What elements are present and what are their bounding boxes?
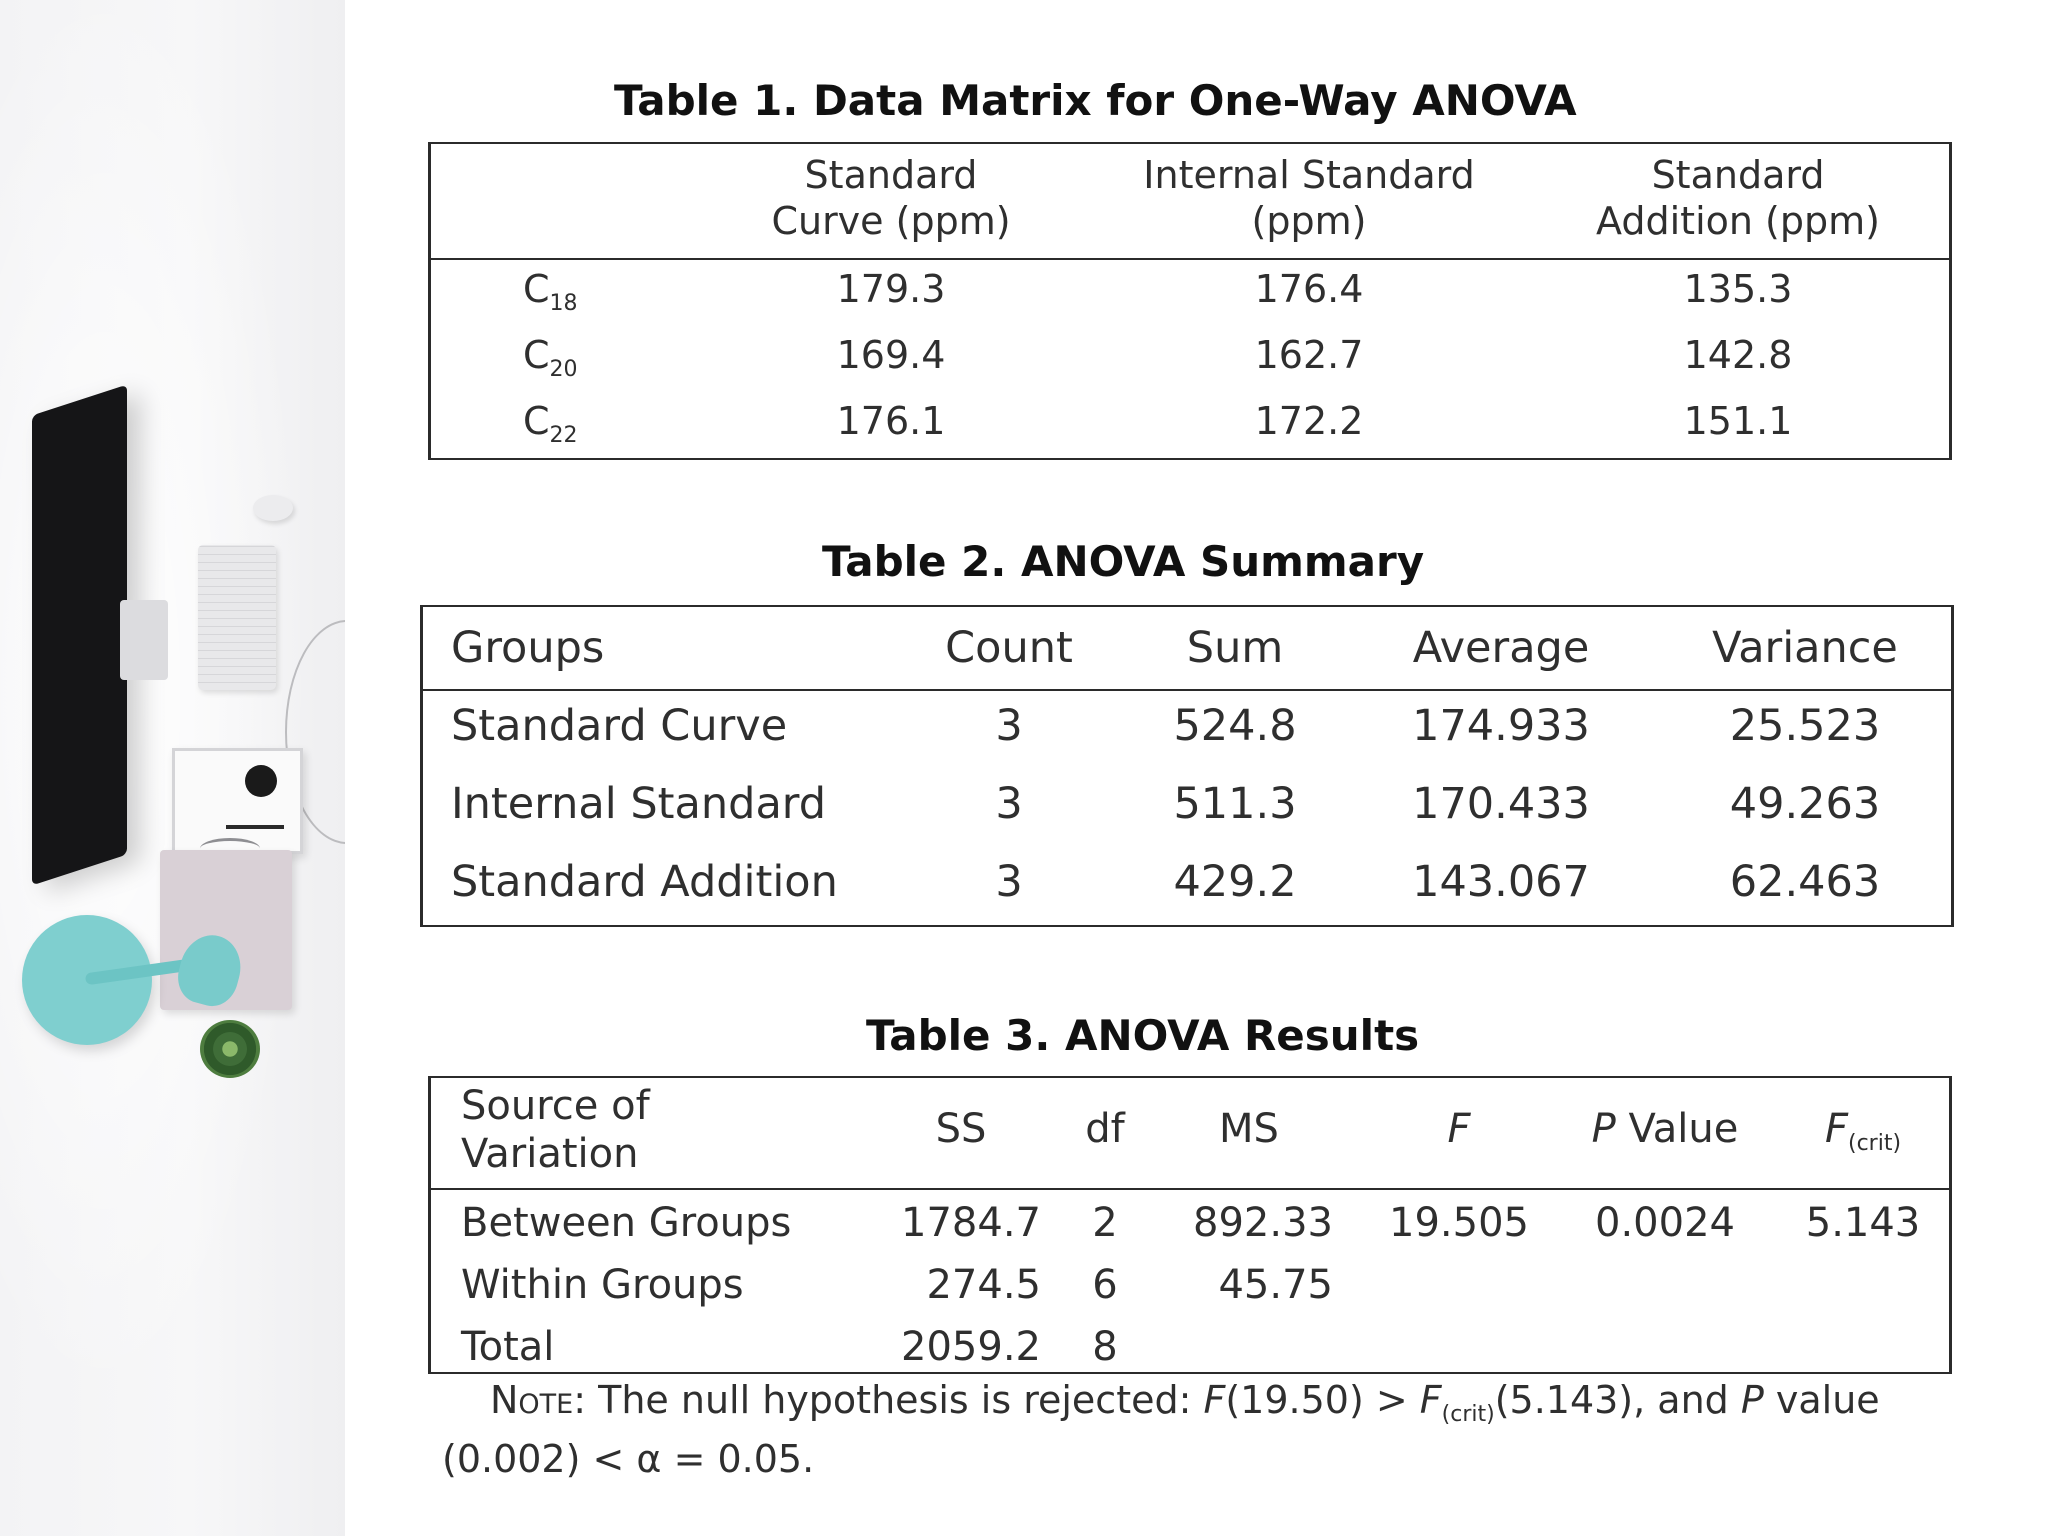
table3-header-ss: SS <box>935 1106 987 1152</box>
table2-cell: 62.463 <box>1729 857 1881 907</box>
table2-cell: 170.433 <box>1412 779 1590 829</box>
table1-col3-line1: Standard <box>1651 153 1825 197</box>
table2-cell: 511.3 <box>1173 779 1297 829</box>
table3-header-df: df <box>1085 1106 1125 1152</box>
table3-header-f: F <box>1447 1106 1471 1152</box>
table3-header-rule <box>431 1188 1949 1190</box>
table2-header-variance: Variance <box>1712 623 1898 673</box>
table3-header-fcrit: $F_{(crit)}$ <box>1824 1106 1902 1156</box>
table2-header-count: Count <box>945 623 1073 673</box>
table1-cell: 172.2 <box>1254 399 1364 443</box>
table3-title: Table 3. ANOVA Results <box>866 1011 1420 1060</box>
table3-header-ms: MS <box>1219 1106 1279 1152</box>
table2-header-average: Average <box>1412 623 1590 673</box>
table3-header-source-line1: Source of <box>461 1083 650 1129</box>
table3-cell: 5.143 <box>1805 1200 1921 1246</box>
table3-cell: 892.33 <box>1193 1200 1333 1246</box>
table1-col3-line2: Addition (ppm) <box>1596 199 1880 243</box>
table1-cell: 169.4 <box>836 333 946 377</box>
table2-cell: 3 <box>995 779 1023 829</box>
note-text: : The null hypothesis is rejected: <box>573 1378 1204 1422</box>
table3-cell: 1784.7 <box>901 1200 1041 1246</box>
table1-cell: 151.1 <box>1683 399 1793 443</box>
table3-note: Note: The null hypothesis is rejected: $F(19.50) > F_{(crit)}(5.143)$, and P value (0.002) < α = 0.05. <box>442 1378 1880 1481</box>
table1-cell: 162.7 <box>1254 333 1364 377</box>
note-label: Note <box>490 1378 574 1422</box>
table1-col1-line2: Curve (ppm) <box>771 199 1011 243</box>
table1-col2-line2: (ppm) <box>1251 199 1367 243</box>
table2-cell-group: Standard Addition <box>451 857 838 907</box>
table1-header-internal-standard <box>1143 152 1474 244</box>
desk-photo <box>0 0 345 1536</box>
table2-cell: 174.933 <box>1412 701 1590 751</box>
table1-col2-line1: Internal Standard <box>1143 153 1475 197</box>
table3-cell: 2059.2 <box>901 1324 1041 1370</box>
table1-cell: 176.4 <box>1254 267 1364 311</box>
table1-row-label: $C_{18}$ <box>523 267 578 316</box>
table1-header-standard-addition <box>1596 152 1880 244</box>
table1-row-label: $C_{22}$ <box>523 399 578 448</box>
table2-cell-group: Internal Standard <box>451 779 827 829</box>
table3-cell: 8 <box>1092 1324 1118 1370</box>
table3-header-source <box>461 1082 650 1178</box>
table2-cell: 524.8 <box>1173 701 1297 751</box>
table2 <box>420 605 1954 927</box>
table2-cell: 143.067 <box>1412 857 1590 907</box>
table1 <box>428 142 1952 460</box>
table3-cell: 2 <box>1092 1200 1118 1246</box>
table3-header-p-value: P Value <box>1591 1106 1739 1152</box>
monitor-image <box>32 385 127 886</box>
table2-cell-group: Standard Curve <box>451 701 788 751</box>
table2-title: Table 2. ANOVA Summary <box>822 537 1425 586</box>
monitor-stand-image <box>120 600 168 680</box>
table1-header-standard-curve <box>771 152 1010 244</box>
table3-cell: 6 <box>1092 1262 1118 1308</box>
mouse-image <box>253 495 293 521</box>
keyboard-image <box>198 545 276 690</box>
table1-cell: 142.8 <box>1683 333 1793 377</box>
table2-cell: 49.263 <box>1729 779 1881 829</box>
card-line-image <box>226 825 284 829</box>
table2-header-rule <box>423 689 1951 691</box>
table2-cell: 3 <box>995 701 1023 751</box>
table2-header-sum: Sum <box>1186 623 1284 673</box>
plant-image <box>200 1020 260 1078</box>
table3-cell: 19.505 <box>1389 1200 1529 1246</box>
table1-cell: 179.3 <box>836 267 946 311</box>
table3-cell: 45.75 <box>1218 1262 1333 1308</box>
table2-header-groups: Groups <box>451 623 605 673</box>
card-dot-image <box>245 765 277 797</box>
table3-cell-source: Within Groups <box>461 1262 744 1308</box>
table1-col1-line1: Standard <box>804 153 978 197</box>
table2-cell: 3 <box>995 857 1023 907</box>
table3-cell-source: Total <box>461 1324 555 1370</box>
table1-cell: 135.3 <box>1683 267 1793 311</box>
table3-cell: 0.0024 <box>1595 1200 1735 1246</box>
table3-cell: 274.5 <box>926 1262 1041 1308</box>
table3-header-source-line2: Variation <box>461 1131 639 1177</box>
table2-cell: 25.523 <box>1729 701 1881 751</box>
table1-row-label: $C_{20}$ <box>523 333 578 382</box>
table3-cell-source: Between Groups <box>461 1200 792 1246</box>
table2-cell: 429.2 <box>1173 857 1297 907</box>
table1-cell: 176.1 <box>836 399 946 443</box>
table1-header-rule <box>431 258 1949 260</box>
table3 <box>428 1076 1952 1374</box>
table1-title: Table 1. Data Matrix for One-Way ANOVA <box>614 76 1577 125</box>
